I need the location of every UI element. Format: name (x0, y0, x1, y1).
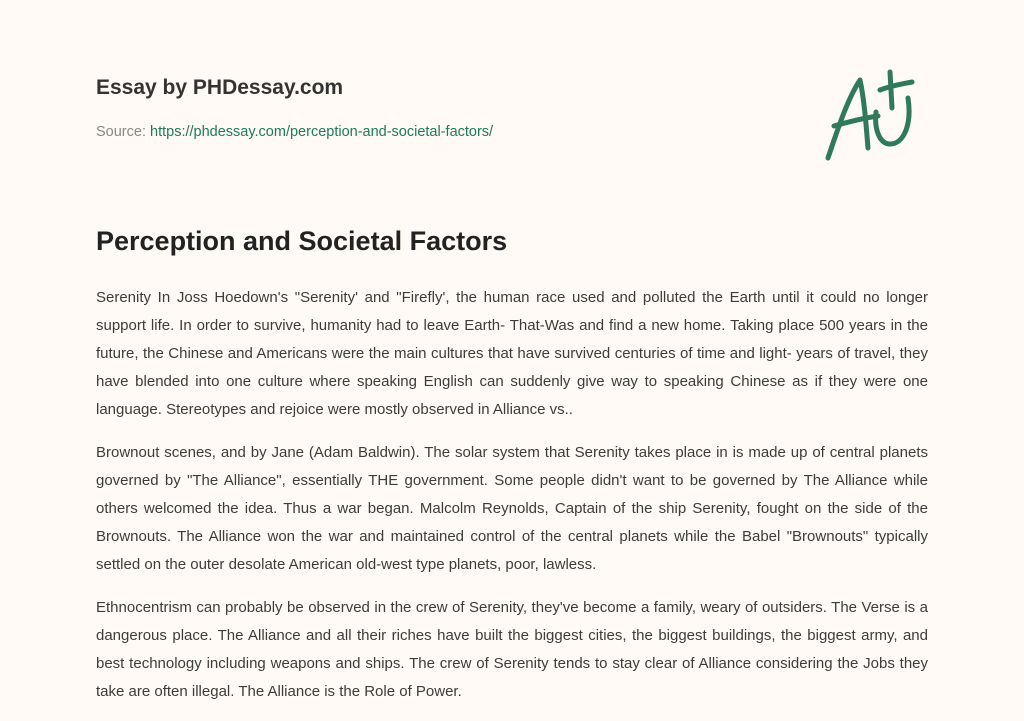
paragraph: Ethnocentrism can probably be observed in the crew of Serenity, they've become a family, weary of outsiders. The Verse is a dangerous place. The Alliance and all their riches have built the biggest cities, the biggest buildings, the biggest army, and best technology including weapons and ships. The crew of Serenity tends to stay clear of Alliance considering the Jobs they take are often illegal. The Alliance is the Role of Power. (96, 599, 928, 700)
source-line (96, 124, 493, 140)
a-plus-logo-icon (820, 68, 930, 164)
source-link[interactable]: https://phdessay.com/perception-and-societal-factors/ (150, 124, 494, 140)
article-title: Perception and Societal Factors (96, 226, 508, 256)
paragraph: Serenity In Joss Hoedown's "Serenity' and "Firefly', the human race used and polluted the Earth until it could no longer support life. In order to survive, humanity had to leave Earth- That-Was and find a new home. Taking place 500 years in the future, the Chinese and Americans were the main cultures that have survived centuries of time and light- years of travel, they have blended into one culture where speaking English can suddenly give way to speaking Chinese as if they were one language. Stereotypes and rejoice were mostly observed in Alliance vs.. (96, 289, 928, 418)
paragraph: Brownout scenes, and by Jane (Adam Baldwin). The solar system that Serenity takes place in is made up of central planets governed by "The Alliance", essentially THE government. Some people didn't want to be governed by The Alliance while others welcomed the idea. Thus a war began. Malcolm Reynolds, Captain of the ship Serenity, fought on the side of the Brownouts. The Alliance won the war and maintained control of the central planets while the Babel "Brownouts" typically settled on the outer desolate American old-west type planets, poor, lawless. (96, 444, 928, 573)
site-title: Essay by PHDessay.com (96, 76, 344, 99)
source-label: Source: (96, 124, 146, 140)
article-body (96, 284, 928, 721)
